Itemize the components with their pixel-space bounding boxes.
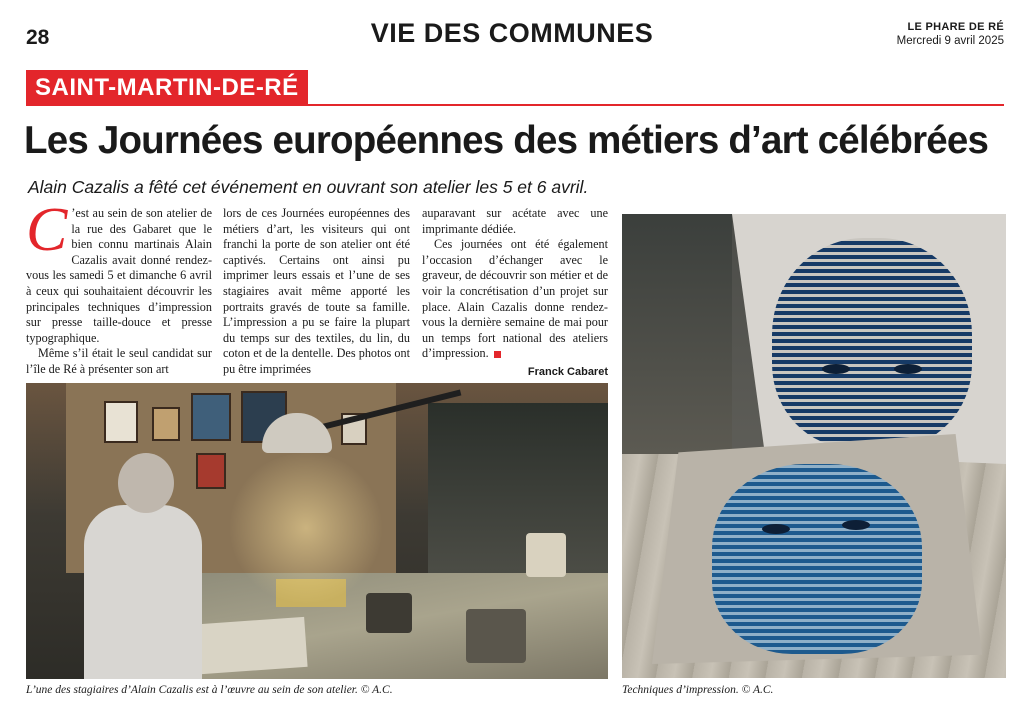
- paragraph-2-end: [422, 206, 608, 237]
- paragraph-2-text-part-1: Même s’il était le seul candidat sur l’île de Ré à présenter son art: [26, 346, 212, 376]
- background-shelves: [622, 214, 732, 454]
- framed-print: [191, 393, 231, 441]
- apprentice-at-work: [74, 453, 204, 679]
- rubric-divider: [26, 104, 1004, 106]
- article-body-column-1: [26, 196, 212, 378]
- paragraph-1-text: ’est au sein de son atelier de la rue des Gabaret que le bien connu martinais Alain Cazalis avait donné rendez-vous les samedi 5 et dimanche 6 avril à ceux qui souhaitaient découvrir les principales techniques d’impression sur presse taille-douce et presse typographique.: [26, 206, 212, 345]
- workshop-photo: [26, 383, 608, 679]
- paragraph-3-text: Ces journées ont été également l’occasion d’échanger avec le graveur, de découvrir son métier et de voir la concrétisation d’un projet sur place. Alain Cazalis donne rendez-vous la dernière semaine de mai pour un temps fort national des ateliers d’impression.: [422, 237, 608, 361]
- paragraph-1: [26, 196, 212, 346]
- paragraph-2-start: [26, 346, 212, 377]
- drop-cap: C: [26, 196, 68, 264]
- photo-caption-left: L’une des stagiaires d’Alain Cazalis est à l’œuvre au sein de son atelier. © A.C.: [26, 684, 393, 696]
- page-number: 28: [26, 26, 50, 49]
- paragraph-2-text-part-2: lors de ces Journées européennes des métiers d’art, les visiteurs qui ont franchi la porte de son atelier ont été captivés. Certains ont ainsi pu imprimer leurs essais et l’une de ses stagiaires avait même apporté les portraits gravés de toute sa famille. L’impression a pu se faire la plupart du temps sur des textiles, du lin, du coton et de la dentelle. Des photos ont pu être imprimées: [223, 206, 410, 376]
- tool-jar: [366, 593, 412, 633]
- paragraph-3: [422, 237, 608, 362]
- portrait-eye: [762, 524, 790, 534]
- article-subheadline: Alain Cazalis a fêté cet événement en ouvrant son atelier les 5 et 6 avril.: [28, 177, 589, 197]
- portrait-eye: [842, 520, 870, 530]
- author-byline: Franck Cabaret: [527, 365, 608, 378]
- section-title: VIE DES COMMUNES: [370, 18, 654, 48]
- article-body-column-3: [422, 206, 608, 381]
- article-headline: Les Journées européennes des métiers d’art célébrées: [24, 119, 989, 162]
- article-body-column-2: [223, 206, 410, 378]
- masthead: [897, 21, 1004, 47]
- end-of-article-mark: [494, 351, 501, 358]
- tool-jar: [526, 533, 566, 577]
- framed-print: [104, 401, 138, 443]
- framed-print: [152, 407, 180, 441]
- engraved-portrait: [712, 464, 922, 654]
- issue-date: Mercredi 9 avril 2025: [896, 35, 1004, 47]
- paragraph-2-continued: [223, 206, 410, 378]
- printing-technique-photo: [622, 214, 1006, 678]
- newspaper-name: LE PHARE DE RÉ: [907, 21, 1004, 33]
- portrait-eye: [894, 364, 922, 374]
- location-rubric: SAINT-MARTIN-DE-RÉ: [26, 70, 308, 106]
- tool-jar: [466, 609, 526, 663]
- lamp-light: [226, 453, 386, 603]
- printed-portrait: [772, 238, 972, 448]
- portrait-eye: [822, 364, 850, 374]
- photo-caption-right: Techniques d’impression. © A.C.: [622, 684, 774, 696]
- paragraph-2-text-part-3: auparavant sur acétate avec une imprimante dédiée.: [422, 206, 608, 236]
